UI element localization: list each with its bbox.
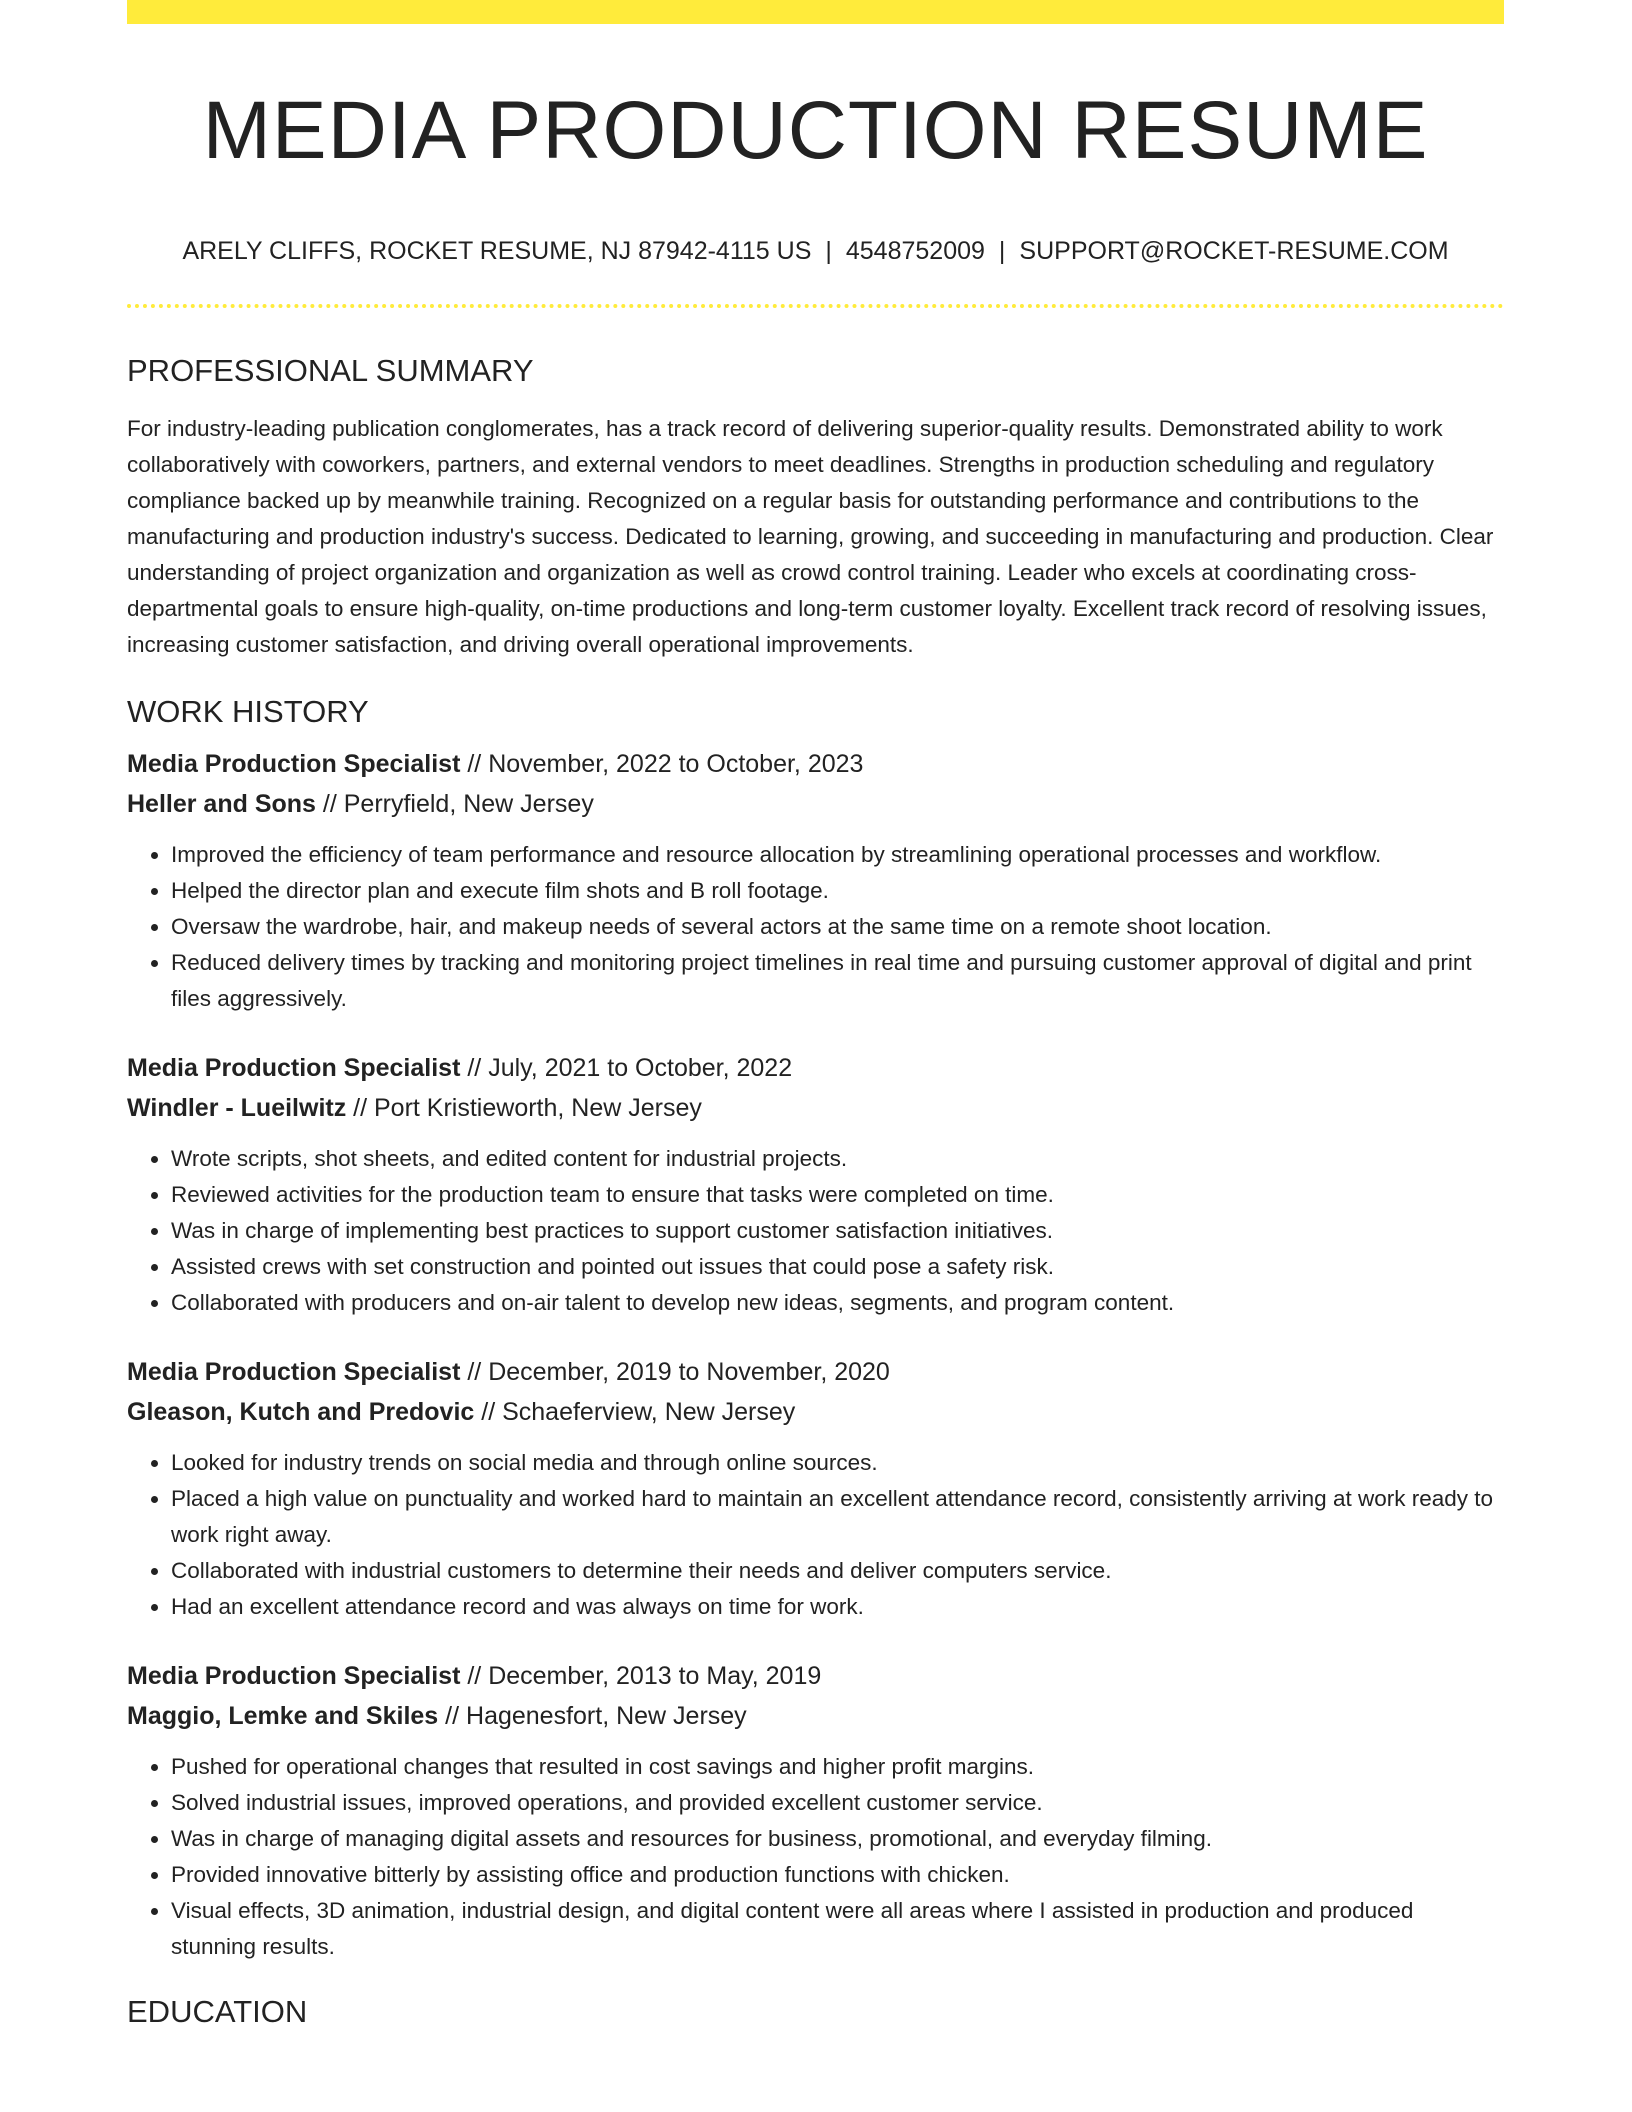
job-company: Gleason, Kutch and Predovic bbox=[127, 1397, 475, 1426]
job-bullet: • Wrote scripts, shot sheets, and edited content for industrial projects. bbox=[171, 1141, 1504, 1177]
job-company-line bbox=[127, 1088, 1504, 1128]
job-title: Media Production Specialist bbox=[127, 1053, 461, 1082]
job-company: Heller and Sons bbox=[127, 789, 316, 818]
job-bullet: • Was in charge of managing digital assets and resources for business, promotional, and everyday filming. bbox=[171, 1821, 1504, 1857]
contact-separator: | bbox=[825, 237, 832, 266]
job-bullet: • Collaborated with producers and on-air talent to develop new ideas, segments, and program content. bbox=[171, 1285, 1504, 1321]
job-company: Maggio, Lemke and Skiles bbox=[127, 1701, 439, 1730]
resume-title: MEDIA PRODUCTION RESUME bbox=[202, 85, 1429, 176]
job-bullet: • Helped the director plan and execute film shots and B roll footage. bbox=[171, 873, 1504, 909]
job-bullet: • Had an excellent attendance record and was always on time for work. bbox=[171, 1589, 1504, 1625]
job-company-line bbox=[127, 1392, 1504, 1432]
contact-phone: 4548752009 bbox=[845, 237, 985, 266]
accent-bar bbox=[127, 0, 1504, 24]
job-title-line bbox=[127, 1656, 1504, 1696]
job-bullets bbox=[127, 837, 1504, 1017]
work-history-heading: WORK HISTORY bbox=[127, 693, 369, 729]
job-bullet: • Reduced delivery times by tracking and monitoring project timelines in real time and pursuing customer approval of digital and print files aggressively. bbox=[171, 945, 1504, 1017]
contact-separator: | bbox=[998, 237, 1006, 266]
job-entry bbox=[127, 744, 1504, 1017]
resume-page bbox=[127, 0, 1504, 2030]
job-location: // Perryfield, New Jersey bbox=[322, 789, 594, 818]
job-bullet: • Was in charge of implementing best practices to support customer satisfaction initiatives. bbox=[171, 1213, 1504, 1249]
job-dates: // December, 2019 to November, 2020 bbox=[467, 1357, 890, 1386]
job-bullet: • Visual effects, 3D animation, industrial design, and digital content were all areas where I assisted in production and produced stunning results. bbox=[171, 1893, 1504, 1965]
job-title-line bbox=[127, 744, 1504, 784]
job-title-line bbox=[127, 1352, 1504, 1392]
dotted-divider bbox=[127, 304, 1504, 308]
job-entry bbox=[127, 1656, 1504, 1965]
summary-text: For industry-leading publication conglomerates, has a track record of delivering superior-quality results. Demonstrated ability to work collaboratively with coworkers, partners, and external vendors to meet deadlines. Strengths in production scheduling and regulatory compliance backed up by meanwhile training. Recognized on a regular basis for outstanding performance and contributions to the manufacturing and production industry's success. Dedicated to learning, growing, and succeeding in manufacturing and production. Clear understanding of project organization and organization as well as crowd control training. Leader who excels at coordinating cross-departmental goals to ensure high-quality, on-time productions and long-term customer loyalty. Excellent track record of resolving issues, increasing customer satisfaction, and driving overall operational improvements. bbox=[127, 415, 1494, 657]
job-dates: // November, 2022 to October, 2023 bbox=[467, 749, 864, 778]
job-location: // Hagenesfort, New Jersey bbox=[445, 1701, 747, 1730]
job-title: Media Production Specialist bbox=[127, 1661, 461, 1690]
job-company-line bbox=[127, 784, 1504, 824]
job-bullet: • Solved industrial issues, improved operations, and provided excellent customer service. bbox=[171, 1785, 1504, 1821]
job-bullet: • Improved the efficiency of team performance and resource allocation by streamlining operational processes and workflow. bbox=[171, 837, 1504, 873]
job-bullet: • Oversaw the wardrobe, hair, and makeup needs of several actors at the same time on a remote shoot location. bbox=[171, 909, 1504, 945]
job-company: Windler - Lueilwitz bbox=[127, 1093, 347, 1122]
contact-line bbox=[127, 236, 1504, 266]
job-company-line bbox=[127, 1696, 1504, 1736]
job-location: // Port Kristieworth, New Jersey bbox=[353, 1093, 702, 1122]
contact-email: SUPPORT@ROCKET-RESUME.COM bbox=[1019, 237, 1449, 266]
job-dates: // July, 2021 to October, 2022 bbox=[467, 1053, 793, 1082]
job-bullets bbox=[127, 1141, 1504, 1321]
job-bullet: • Looked for industry trends on social media and through online sources. bbox=[171, 1445, 1504, 1481]
job-bullet: • Collaborated with industrial customers to determine their needs and deliver computers service. bbox=[171, 1553, 1504, 1589]
job-entry bbox=[127, 1352, 1504, 1625]
education-heading: EDUCATION bbox=[127, 1993, 308, 2029]
job-bullet: • Reviewed activities for the production team to ensure that tasks were completed on time. bbox=[171, 1177, 1504, 1213]
work-history-list bbox=[127, 744, 1504, 1965]
job-bullet: • Assisted crews with set construction and pointed out issues that could pose a safety risk. bbox=[171, 1249, 1504, 1285]
job-dates: // December, 2013 to May, 2019 bbox=[467, 1661, 822, 1690]
job-bullet: • Pushed for operational changes that resulted in cost savings and higher profit margins. bbox=[171, 1749, 1504, 1785]
job-title: Media Production Specialist bbox=[127, 1357, 461, 1386]
job-title: Media Production Specialist bbox=[127, 749, 461, 778]
job-entry bbox=[127, 1048, 1504, 1321]
job-bullets bbox=[127, 1749, 1504, 1965]
summary-heading: PROFESSIONAL SUMMARY bbox=[127, 353, 534, 389]
job-location: // Schaeferview, New Jersey bbox=[481, 1397, 796, 1426]
job-bullets bbox=[127, 1445, 1504, 1625]
job-title-line bbox=[127, 1048, 1504, 1088]
contact-address: ARELY CLIFFS, ROCKET RESUME, NJ 87942-4115 US bbox=[182, 237, 812, 266]
job-bullet: • Provided innovative bitterly by assisting office and production functions with chicken. bbox=[171, 1857, 1504, 1893]
job-bullet: • Placed a high value on punctuality and worked hard to maintain an excellent attendance record, consistently arriving at work ready to work right away. bbox=[171, 1481, 1504, 1553]
